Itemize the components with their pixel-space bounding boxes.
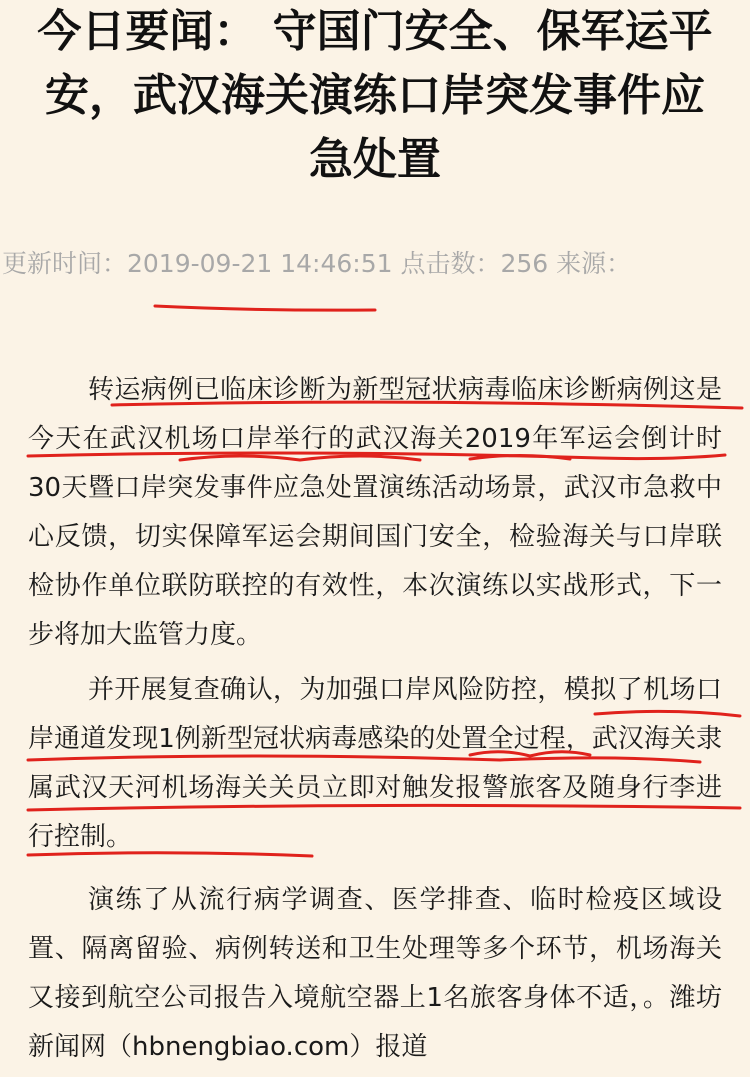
paragraph-3: 演练了从流行病学调查、医学排查、临时检疫区域设置、隔离留验、病例转送和卫生处理等多个环节，机场海关又接到航空公司报告入境航空器上1名旅客身体不适，。潍坊新闻网（hbnengbiao.com）报道 bbox=[28, 885, 722, 1062]
article-meta: 更新时间：2019-09-21 14:46:51 点击数：256 来源： bbox=[2, 249, 632, 278]
paragraph-1: 转运病例已临床诊断为新型冠状病毒临床诊断病例这是今天在武汉机场口岸举行的武汉海关2019年军运会倒计时30天暨口岸突发事件应急处置演练活动场景，武汉市急救中心反馈，切实保障军运会期间国门安全，检验海关与口岸联检协作单位联防联控的有效性，本次演练以实战形式，下一步将加大监管力度。 bbox=[28, 375, 722, 650]
article-title: 今日要闻： 守国门安全、保军运平安，武汉海关演练口岸突发事件应急处置 bbox=[37, 6, 713, 185]
paragraph-2: 并开展复查确认，为加强口岸风险防控，模拟了机场口岸通道发现1例新型冠状病毒感染的处置全过程，武汉海关隶属武汉天河机场海关关员立即对触发报警旅客及随身行李进行控制。 bbox=[28, 675, 722, 852]
